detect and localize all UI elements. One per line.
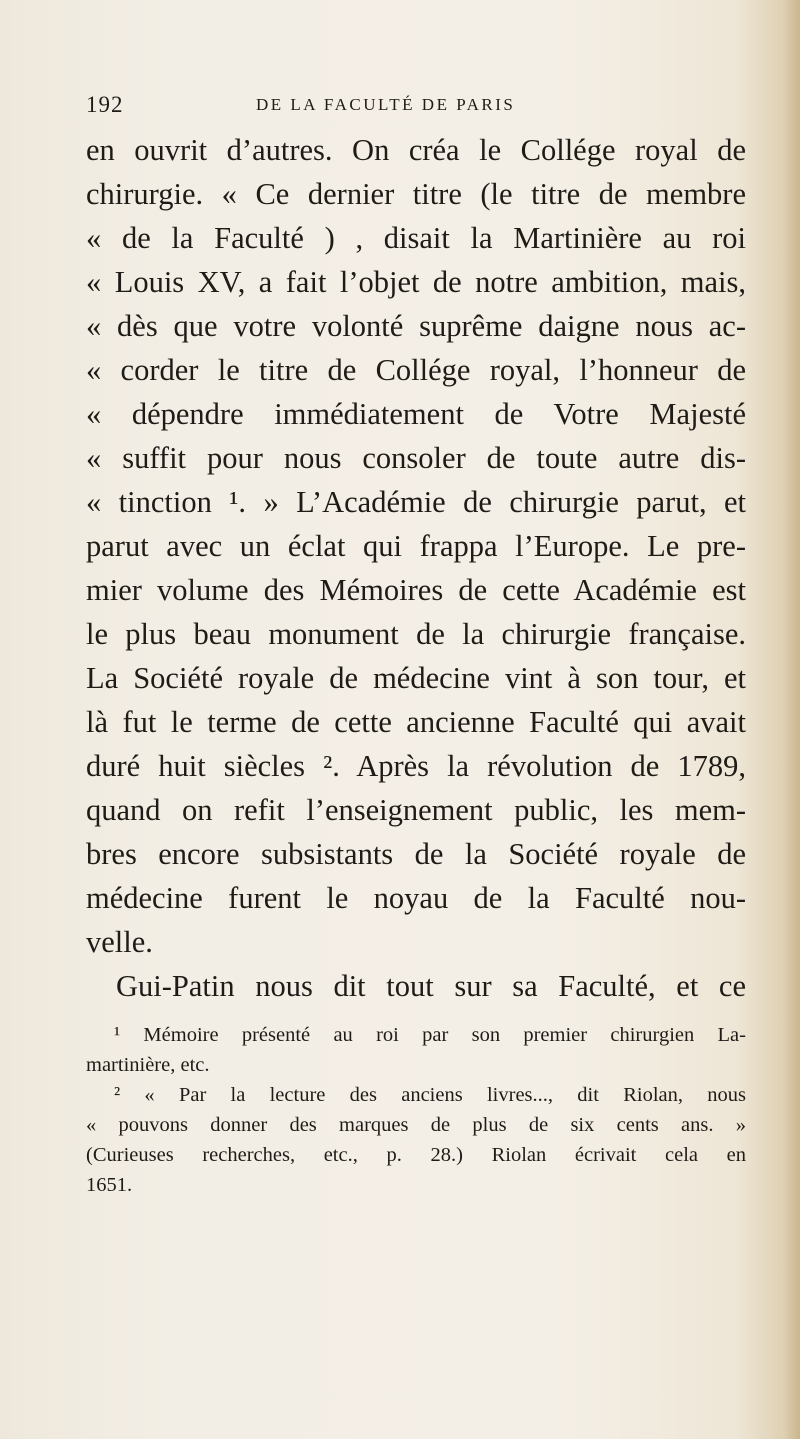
text-line: le plus beau monument de la chirurgie française. bbox=[86, 617, 746, 651]
footnote-line: ² « Par la lecture des anciens livres..., dit Riolan, nous bbox=[114, 1084, 746, 1106]
text-line: bres encore subsistants de la Société royale de bbox=[86, 837, 746, 871]
text-line: en ouvrit d’autres. On créa le Collége royal de bbox=[86, 133, 746, 167]
text-line: « de la Faculté ) , disait la Martinière au roi bbox=[86, 221, 746, 255]
text-line: chirurgie. « Ce dernier titre (le titre de membre bbox=[86, 177, 746, 211]
footnote-line: « pouvons donner des marques de plus de six cents ans. » bbox=[86, 1114, 746, 1136]
text-line: « dès que votre volonté suprême daigne nous ac- bbox=[86, 309, 746, 343]
page-edge-shadow bbox=[784, 0, 800, 1439]
footnote-line: (Curieuses recherches, etc., p. 28.) Riolan écrivait cela en bbox=[86, 1144, 746, 1166]
main-text bbox=[86, 128, 746, 1008]
text-line: « tinction ¹. » L’Académie de chirurgie parut, et bbox=[86, 485, 746, 519]
text-line: Gui-Patin nous dit tout sur sa Faculté, et ce bbox=[116, 969, 746, 1003]
text-line: « dépendre immédiatement de Votre Majesté bbox=[86, 397, 746, 431]
text-line: « Louis XV, a fait l’objet de notre ambition, mais, bbox=[86, 265, 746, 299]
page-number: 192 bbox=[86, 92, 124, 117]
text-line: médecine furent le noyau de la Faculté nou- bbox=[86, 881, 746, 915]
footnote-line: ¹ Mémoire présenté au roi par son premier chirurgien La- bbox=[114, 1024, 746, 1046]
text-line: duré huit siècles ². Après la révolution de 1789, bbox=[86, 749, 746, 783]
text-line: La Société royale de médecine vint à son tour, et bbox=[86, 661, 746, 695]
text-line: parut avec un éclat qui frappa l’Europe. Le pre- bbox=[86, 529, 746, 563]
text-line: quand on refit l’enseignement public, les mem- bbox=[86, 793, 746, 827]
footnote-line: 1651. bbox=[86, 1174, 133, 1196]
text-line: mier volume des Mémoires de cette Académie est bbox=[86, 573, 746, 607]
page-header bbox=[86, 92, 746, 122]
footnote-line: martinière, etc. bbox=[86, 1054, 210, 1076]
footnotes bbox=[86, 1020, 746, 1200]
text-line: « corder le titre de Collége royal, l’honneur de bbox=[86, 353, 746, 387]
text-line: velle. bbox=[86, 925, 153, 959]
running-head: DE LA FACULTÉ DE PARIS bbox=[256, 95, 516, 114]
text-line: là fut le terme de cette ancienne Faculté qui avait bbox=[86, 705, 746, 739]
text-line: « suffit pour nous consoler de toute autre dis- bbox=[86, 441, 746, 475]
